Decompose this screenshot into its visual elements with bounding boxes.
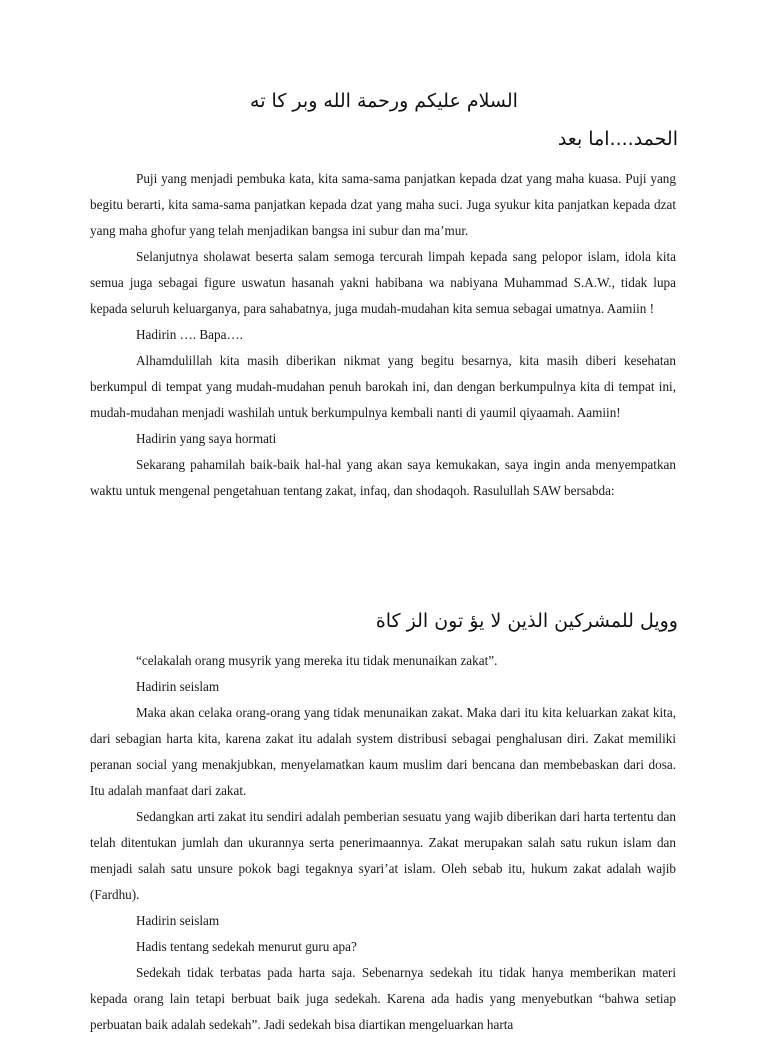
paragraph: Puji yang menjadi pembuka kata, kita sama-sama panjatkan kepada dzat yang maha kuasa. Puji yang begitu berarti, kita sama-sama panjatkan kepada dzat yang maha suci. Juga syukur kita panjatkan kepada dzat yang maha ghofur yang telah menjadikan bangsa ini subur dan ma’mur. <box>90 171 676 238</box>
body-section-1 <box>90 166 676 504</box>
paragraph: Hadirin seislam <box>136 679 220 694</box>
paragraph: Hadirin yang saya hormati <box>136 431 277 446</box>
paragraph: Hadirin …. Bapa…. <box>136 327 243 342</box>
paragraph: Alhamdulillah kita masih diberikan nikmat yang begitu besarnya, kita masih diberi kesehatan berkumpul di tempat yang mudah-mudahan penuh barokah ini, dan dengan berkumpulnya kita di tempat ini, mudah-mudahan menjadi washilah untuk berkumpulnya kembali nanti di yaumil qiyaamah. Aamiin! <box>90 353 676 420</box>
hadith-arabic: وويل للمشركين الذين لا يؤ تون الز كاة <box>375 610 678 632</box>
paragraph: Sedekah tidak terbatas pada harta saja. Sebenarnya sedekah itu tidak hanya memberikan materi kepada orang lain tetapi berbuat baik juga sedekah. Karena ada hadis yang menyebutkan “bahwa setiap perbuatan baik adalah sedekah”. Jadi sedekah bisa diartikan mengeluarkan harta <box>90 965 676 1032</box>
body-section-2 <box>90 648 676 1038</box>
salam-heading: السلام عليكم ورحمة الله وبر كا ته <box>250 90 518 112</box>
amma-badu-heading: الحمد....اما بعد <box>557 128 678 150</box>
paragraph: Sedangkan arti zakat itu sendiri adalah pemberian sesuatu yang wajib diberikan dari harta tertentu dan telah ditentukan jumlah dan ukurannya serta penerimaannya. Zakat merupakan salah satu rukun islam dan menjadi salah satu unsure pokok bagi tegaknya syari’at islam. Oleh sebab itu, hukum zakat adalah wajib (Fardhu). <box>90 809 676 902</box>
paragraph: “celakalah orang musyrik yang mereka itu tidak menunaikan zakat”. <box>136 653 498 668</box>
paragraph: Sekarang pahamilah baik-baik hal-hal yang akan saya kemukakan, saya ingin anda menyempatkan waktu untuk mengenal pengetahuan tentang zakat, infaq, dan shodaqoh. Rasulullah SAW bersabda: <box>90 457 676 498</box>
paragraph: Maka akan celaka orang-orang yang tidak menunaikan zakat. Maka dari itu kita keluarkan zakat kita, dari sebagian harta kita, karena zakat itu adalah system distribusi sebagai penghalusan diri. Zakat memiliki peranan social yang menakjubkan, menyelamatkan kaum muslim dari bencana dan membebaskan dari dosa. Itu adalah manfaat dari zakat. <box>90 705 676 798</box>
paragraph: Selanjutnya sholawat beserta salam semoga tercurah limpah kepada sang pelopor islam, idola kita semua juga sebagai figure uswatun hasanah yakni habibana wa nabiyana Muhammad S.A.W., tidak lupa kepada seluruh keluarganya, para sahabatnya, juga mudah-mudahan kita semua sebagai umatnya. Aamiin ! <box>90 249 676 316</box>
paragraph: Hadirin seislam <box>136 913 220 928</box>
paragraph: Hadis tentang sedekah menurut guru apa? <box>136 939 357 954</box>
